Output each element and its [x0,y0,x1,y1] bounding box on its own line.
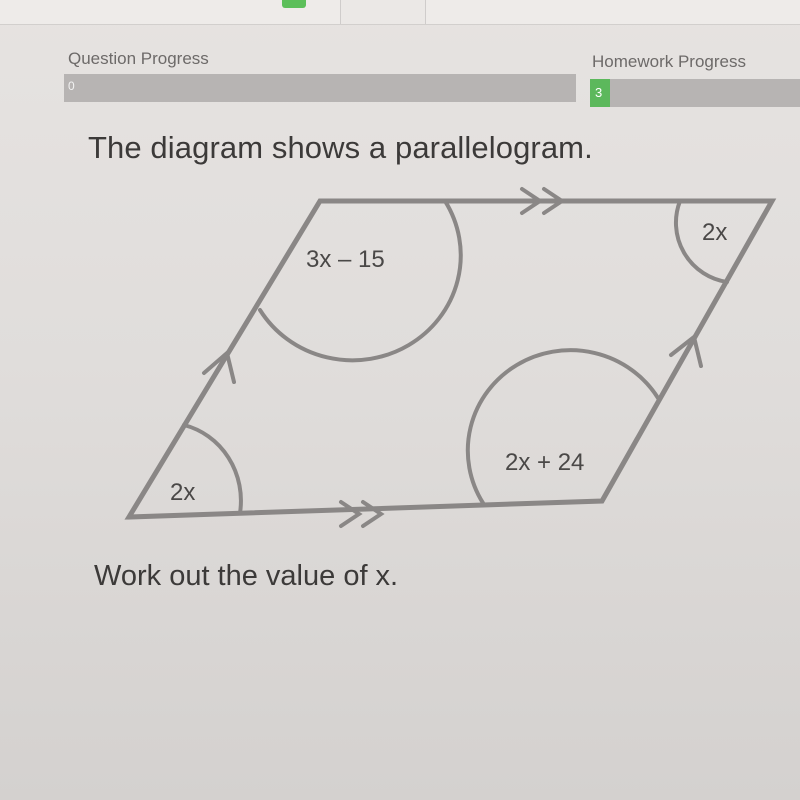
double-arrow-bottom [341,502,381,526]
angle-label-top-left: 3x – 15 [306,246,385,273]
angle-label-top-right: 2x [702,219,728,246]
angle-arc-top-left [260,201,461,360]
question-title: The diagram shows a parallelogram. [88,130,593,165]
question-progress-value: 0 [68,79,75,93]
angle-arc-bottom-right [468,350,658,503]
homework-progress-value: 3 [595,85,603,100]
question-progress-label: Question Progress [68,49,209,68]
homework-progress-label: Homework Progress [592,52,746,71]
question-prompt: Work out the value of x. [94,560,399,592]
angle-label-bottom-left: 2x [170,479,196,506]
angle-label-bottom-right: 2x + 24 [505,449,585,476]
parallelogram-outline [129,201,772,517]
